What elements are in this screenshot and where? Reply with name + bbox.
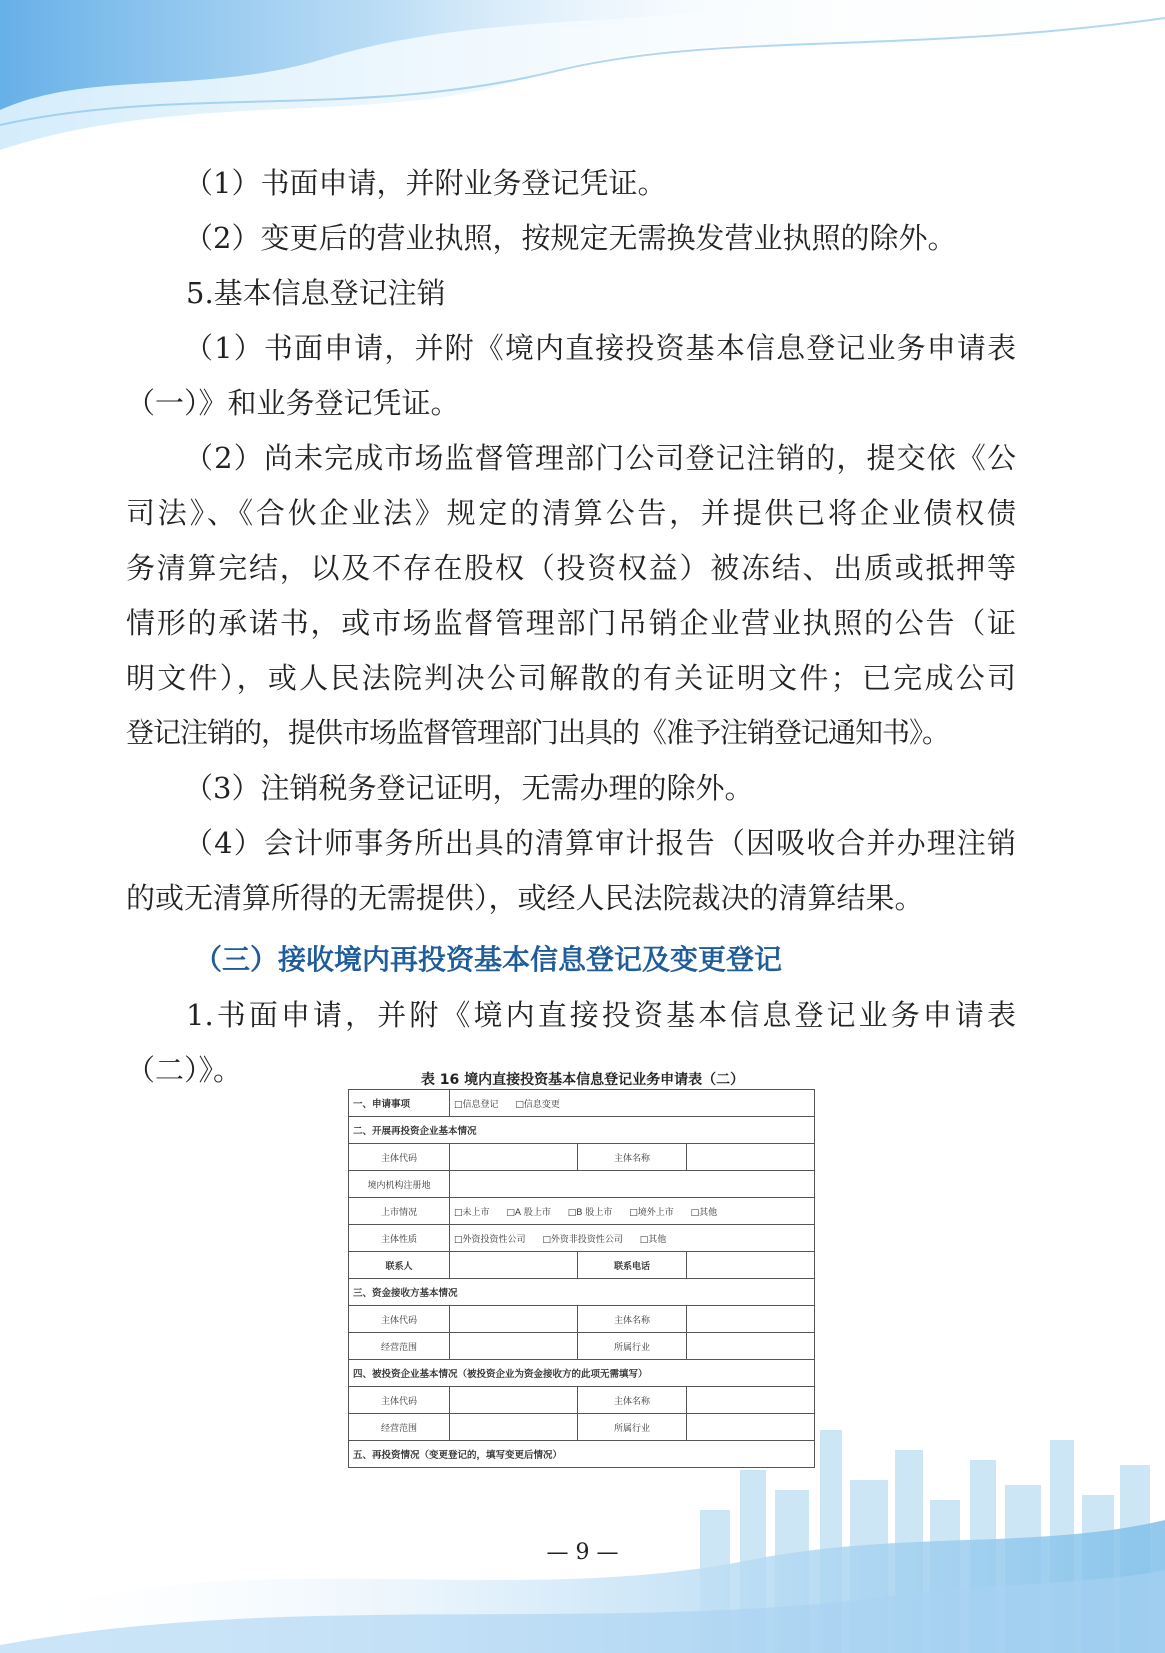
label-listing-status: 上市情况 xyxy=(349,1198,450,1225)
checkbox-overseas[interactable]: □境外上市 xyxy=(629,1207,674,1218)
field-receiver-industry[interactable] xyxy=(687,1333,815,1360)
checkbox-nature-other[interactable]: □其他 xyxy=(639,1234,667,1245)
field-contact[interactable] xyxy=(450,1252,578,1279)
field-investee-code[interactable] xyxy=(450,1387,578,1414)
checkbox-info-register[interactable]: □信息登记 xyxy=(454,1099,499,1110)
field-entity-name[interactable] xyxy=(687,1144,815,1171)
field-receiver-scope[interactable] xyxy=(450,1333,578,1360)
checkbox-unlisted[interactable]: □未上市 xyxy=(454,1207,490,1218)
listing-options xyxy=(450,1198,815,1225)
checkbox-info-change[interactable]: □信息变更 xyxy=(515,1099,560,1110)
application-form-table xyxy=(348,1089,815,1468)
paragraph: 司法》、《合伙企业法》规定的清算公告，并提供已将企业债权债 xyxy=(126,496,1016,530)
nature-options xyxy=(450,1225,815,1252)
paragraph: 明文件），或人民法院判决公司解散的有关证明文件；已完成公司 xyxy=(126,661,1016,695)
header-wave-decoration xyxy=(0,0,1165,170)
label-entity-name: 主体名称 xyxy=(578,1306,687,1333)
paragraph: 务清算完结，以及不存在股权（投资权益）被冻结、出质或抵押等 xyxy=(126,551,1016,585)
label-industry: 所属行业 xyxy=(578,1333,687,1360)
label-industry: 所属行业 xyxy=(578,1414,687,1441)
paragraph: （1）书面申请，并附《境内直接投资基本信息登记业务申请表 xyxy=(184,331,1016,365)
checkbox-foreign-non-investment[interactable]: □外资非投资性公司 xyxy=(542,1234,623,1245)
section-heading: 5.基本信息登记注销 xyxy=(186,276,446,310)
label-phone: 联系电话 xyxy=(578,1252,687,1279)
label-entity-nature: 主体性质 xyxy=(349,1225,450,1252)
field-investee-industry[interactable] xyxy=(687,1414,815,1441)
paragraph: （2）变更后的营业执照，按规定无需换发营业执照的除外。 xyxy=(184,221,957,255)
label-entity-code: 主体代码 xyxy=(349,1144,450,1171)
label-contact: 联系人 xyxy=(349,1252,450,1279)
form-caption: 表 16 境内直接投资基本信息登记业务申请表（二） xyxy=(420,1072,745,1088)
checkbox-other[interactable]: □其他 xyxy=(690,1207,718,1218)
paragraph: 情形的承诺书，或市场监督管理部门吊销企业营业执照的公告（证 xyxy=(126,606,1016,640)
field-investee-name[interactable] xyxy=(687,1387,815,1414)
form-section-3: 三、资金接收方基本情况 xyxy=(349,1279,815,1306)
paragraph: （4）会计师事务所出具的清算审计报告（因吸收合并办理注销 xyxy=(184,826,1016,860)
checkbox-b-share[interactable]: □B 股上市 xyxy=(567,1207,613,1218)
label-business-scope: 经营范围 xyxy=(349,1414,450,1441)
subsection-heading: （三）接收境内再投资基本信息登记及变更登记 xyxy=(194,943,783,976)
paragraph: 1.书面申请，并附《境内直接投资基本信息登记业务申请表 xyxy=(186,998,1016,1032)
checkbox-foreign-investment[interactable]: □外资投资性公司 xyxy=(454,1234,526,1245)
label-registered-address: 境内机构注册地 xyxy=(349,1171,450,1198)
field-investee-scope[interactable] xyxy=(450,1414,578,1441)
paragraph: （2）尚未完成市场监督管理部门公司登记注销的，提交依《公 xyxy=(184,441,1016,475)
label-entity-name: 主体名称 xyxy=(578,1387,687,1414)
paragraph: （1）书面申请，并附业务登记凭证。 xyxy=(184,166,667,200)
field-receiver-code[interactable] xyxy=(450,1306,578,1333)
label-entity-code: 主体代码 xyxy=(349,1306,450,1333)
form-section-2: 二、开展再投资企业基本情况 xyxy=(349,1117,815,1144)
label-entity-code: 主体代码 xyxy=(349,1387,450,1414)
field-phone[interactable] xyxy=(687,1252,815,1279)
form-section-4: 四、被投资企业基本情况（被投资企业为资金接收方的此项无需填写） xyxy=(349,1360,815,1387)
paragraph: （一）》和业务登记凭证。 xyxy=(126,386,460,420)
label-entity-name: 主体名称 xyxy=(578,1144,687,1171)
paragraph: （二）》。 xyxy=(126,1053,243,1087)
field-entity-code[interactable] xyxy=(450,1144,578,1171)
page-number: — 9 — xyxy=(546,1540,619,1565)
paragraph: （3）注销税务登记证明，无需办理的除外。 xyxy=(184,771,754,805)
checkbox-a-share[interactable]: □A 股上市 xyxy=(506,1207,551,1218)
form-section-1: 一、申请事项 xyxy=(349,1090,450,1117)
field-registered-address[interactable] xyxy=(450,1171,815,1198)
paragraph: 登记注销的，提供市场监督管理部门出具的《准予注销登记通知书》。 xyxy=(126,716,950,749)
field-receiver-name[interactable] xyxy=(687,1306,815,1333)
form-options-cell xyxy=(450,1090,815,1117)
paragraph: 的或无清算所得的无需提供），或经人民法院裁决的清算结果。 xyxy=(126,881,924,915)
form-section-5: 五、再投资情况（变更登记的，填写变更后情况） xyxy=(349,1441,815,1468)
label-business-scope: 经营范围 xyxy=(349,1333,450,1360)
